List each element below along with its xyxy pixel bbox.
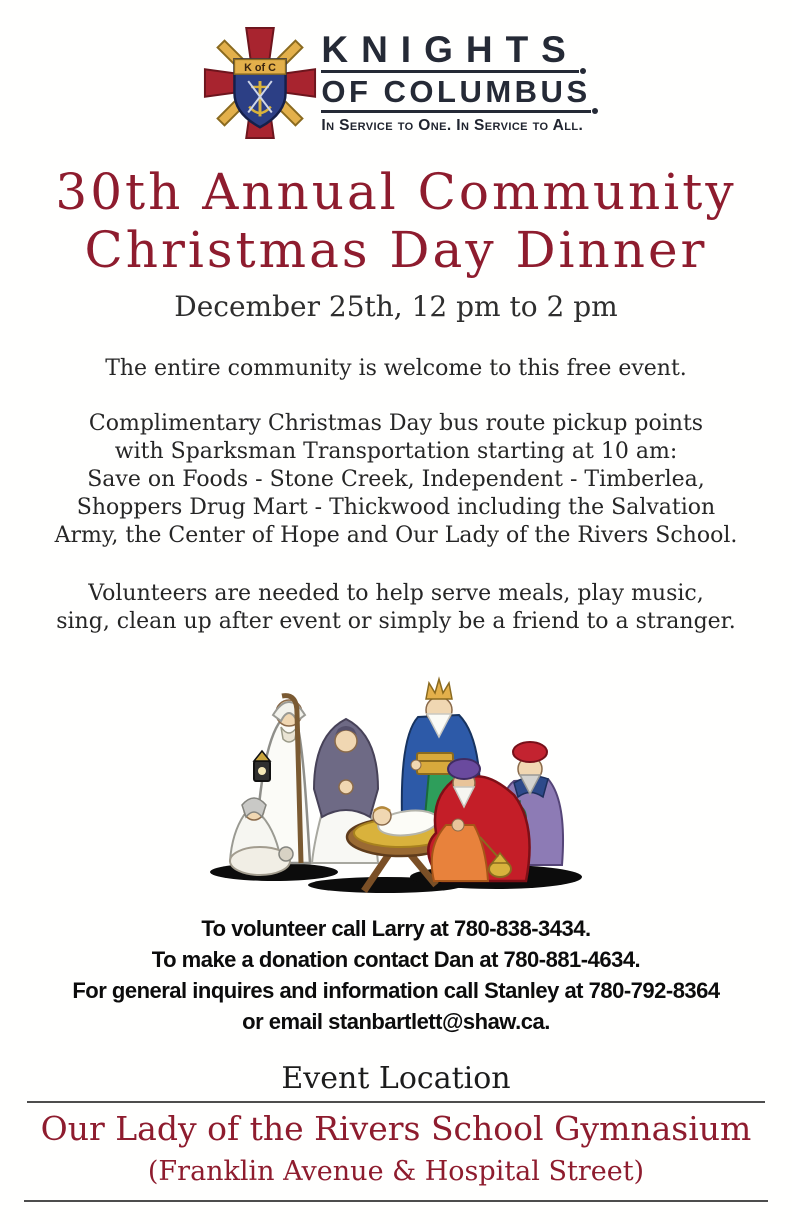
volunteer-paragraph <box>0 580 792 636</box>
divider-line-bottom <box>24 1200 768 1202</box>
emblem-band-text: K of C <box>244 62 277 75</box>
logo-columbus-line: OF COLUMBUS <box>321 76 590 114</box>
bus-route-line: Complimentary Christmas Day bus route pickup points <box>88 410 704 436</box>
bus-route-paragraph <box>0 410 792 551</box>
volunteer-line: sing, clean up after event or simply be a friend to a stranger. <box>56 609 736 635</box>
contact-volunteer-line: To volunteer call Larry at 780-838-3434. <box>201 915 591 941</box>
welcome-line: The entire community is welcome to this free event. <box>105 356 687 382</box>
kofc-logo-text <box>321 28 591 136</box>
bus-route-line: Save on Foods - Stone Creek, Independent - Timberlea, <box>87 466 705 492</box>
logo-knights-line: KNIGHTS <box>321 31 579 73</box>
divider-line-top <box>27 1101 765 1103</box>
kofc-logo <box>0 24 792 142</box>
venue-address: (Franklin Avenue & Hospital Street) <box>147 1155 645 1187</box>
title-line-2: Christmas Day Dinner <box>84 220 708 279</box>
event-date: December 25th, 12 pm to 2 pm <box>174 290 618 323</box>
volunteer-line: Volunteers are needed to help serve meals, play music, <box>88 581 704 607</box>
bus-route-line: Shoppers Drug Mart - Thickwood including the Salvation <box>76 495 716 521</box>
venue-name: Our Lady of the Rivers School Gymnasium <box>40 1109 752 1149</box>
kofc-emblem-icon <box>201 24 319 142</box>
nativity-scene-image <box>0 665 792 895</box>
bus-route-line: Army, the Center of Hope and Our Lady of the Rivers School. <box>54 523 738 549</box>
contact-inquiries-line: For general inquires and information call Stanley at 780-792-8364 <box>72 978 720 1004</box>
nativity-scene-svg <box>196 665 596 895</box>
event-location-heading: Event Location <box>281 1060 511 1096</box>
title-line-1: 30th Annual Community <box>55 163 737 221</box>
contact-donation-line: To make a donation contact Dan at 780-881-4634. <box>151 946 641 972</box>
bus-route-line: with Sparksman Transportation starting at 10 am: <box>114 438 678 464</box>
page-title <box>0 164 792 279</box>
welcome-text <box>0 355 792 383</box>
contact-info <box>0 913 792 1038</box>
contact-email-line: or email stanbartlett@shaw.ca. <box>242 1009 550 1035</box>
logo-tagline: In Service to One. In Service to All. <box>321 117 584 135</box>
